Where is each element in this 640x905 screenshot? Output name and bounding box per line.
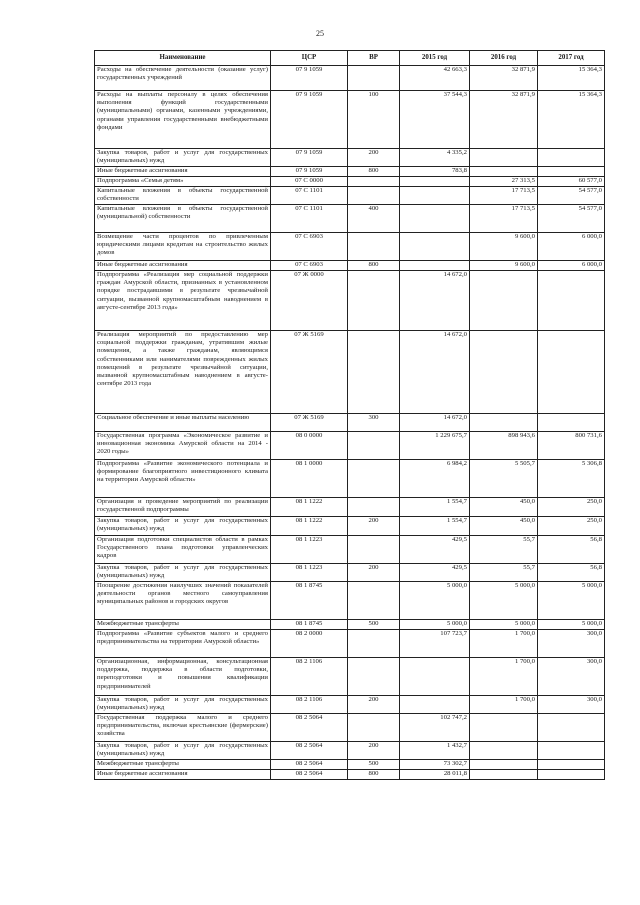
table-row (95, 620, 605, 630)
row-name: Реализация мероприятий по предоставлению мер социальной поддержки гражданам, утратившим жилые помещения, а также гражданам, являющимся собственниками или нанимателями поврежденных жилых помещений в результате чрезвычайной ситуации, вызванной крупномасштабным наводнением в августе-сентябре 2013 года (95, 331, 271, 414)
row-vr-code: 300 (348, 414, 400, 432)
row-amount-2015 (400, 177, 470, 187)
row-amount-2015 (400, 658, 470, 696)
row-amount-2016: 32 871,9 (470, 66, 538, 91)
row-csr-code: 07 9 1059 (271, 167, 348, 177)
row-vr-code (348, 331, 400, 414)
row-name: Закупка товаров, работ и услуг для государственных (муниципальных) нужд (95, 149, 271, 167)
row-vr-code (348, 432, 400, 460)
table-row (95, 460, 605, 498)
row-csr-code: 08 2 5064 (271, 714, 348, 742)
table-row (95, 714, 605, 742)
table-header-row (95, 51, 605, 66)
table-row (95, 414, 605, 432)
row-vr-code (348, 630, 400, 658)
table-row (95, 149, 605, 167)
row-amount-2016: 55,7 (470, 564, 538, 582)
table-row (95, 233, 605, 261)
row-amount-2016: 27 313,5 (470, 177, 538, 187)
row-csr-code: 07 Ж 5169 (271, 331, 348, 414)
row-amount-2017 (538, 167, 605, 177)
row-name: Подпрограмма «Семья детям» (95, 177, 271, 187)
row-amount-2017: 54 577,0 (538, 187, 605, 205)
header-name: Наименование (95, 51, 271, 66)
row-amount-2015: 14 672,0 (400, 271, 470, 331)
row-vr-code (348, 498, 400, 517)
row-amount-2016: 5 505,7 (470, 460, 538, 498)
row-vr-code: 400 (348, 205, 400, 233)
row-amount-2017: 5 306,8 (538, 460, 605, 498)
row-vr-code: 200 (348, 517, 400, 536)
row-amount-2016: 9 600,0 (470, 233, 538, 261)
row-amount-2016 (470, 149, 538, 167)
row-name: Государственная программа «Экономическое развитие и инновационная экономика Амурской области на 2014 - 2020 годы» (95, 432, 271, 460)
table-row (95, 582, 605, 620)
row-name: Подпрограмма «Развитие субъектов малого и среднего предпринимательства на территории Амурской области» (95, 630, 271, 658)
row-name: Подпрограмма «Развитие экономического потенциала и формирование благоприятного инвестиционного климата на территории Амурской области» (95, 460, 271, 498)
row-amount-2015 (400, 205, 470, 233)
row-csr-code: 08 1 1222 (271, 517, 348, 536)
row-amount-2017 (538, 714, 605, 742)
row-amount-2017: 6 000,0 (538, 233, 605, 261)
row-name: Организация подготовки специалистов области в рамках Государственного плана подготовки управленческих кадров (95, 536, 271, 564)
row-amount-2017 (538, 331, 605, 414)
row-csr-code: 07 9 1059 (271, 66, 348, 91)
row-csr-code: 07 Ж 0000 (271, 271, 348, 331)
row-amount-2015: 1 554,7 (400, 498, 470, 517)
table-row (95, 564, 605, 582)
table-row (95, 536, 605, 564)
row-name: Организация и проведение мероприятий по реализации государственной подпрограммы (95, 498, 271, 517)
row-amount-2015 (400, 696, 470, 714)
row-vr-code (348, 658, 400, 696)
row-amount-2015 (400, 187, 470, 205)
row-amount-2016: 32 871,9 (470, 91, 538, 149)
table-row (95, 187, 605, 205)
row-name: Капитальные вложения в объекты государственной собственности (95, 187, 271, 205)
row-vr-code (348, 233, 400, 261)
row-name: Расходы на обеспечение деятельности (оказание услуг) государственных учреждений (95, 66, 271, 91)
table-row (95, 167, 605, 177)
row-amount-2016: 898 943,6 (470, 432, 538, 460)
row-amount-2015: 429,5 (400, 536, 470, 564)
row-amount-2017 (538, 414, 605, 432)
row-amount-2017: 300,0 (538, 630, 605, 658)
table-row (95, 271, 605, 331)
row-csr-code: 07 С 1101 (271, 205, 348, 233)
row-amount-2015: 1 554,7 (400, 517, 470, 536)
row-csr-code: 08 2 5064 (271, 770, 348, 780)
row-amount-2017: 56,8 (538, 536, 605, 564)
row-vr-code (348, 582, 400, 620)
table-row (95, 66, 605, 91)
row-csr-code: 08 0 0000 (271, 432, 348, 460)
row-name: Расходы на выплаты персоналу в целях обеспечения выполнения функций государственными (муниципальными) органами, казенными учреждениями, органами управления государственными внебюджетными фондами (95, 91, 271, 149)
row-name: Капитальные вложения в объекты государственной (муниципальной) собственности (95, 205, 271, 233)
table-row (95, 177, 605, 187)
row-amount-2017: 800 731,6 (538, 432, 605, 460)
row-name: Государственная поддержка малого и среднего предпринимательства, включая крестьянские (фермерские) хозяйства (95, 714, 271, 742)
row-amount-2015 (400, 261, 470, 271)
table-row (95, 658, 605, 696)
row-amount-2017: 300,0 (538, 658, 605, 696)
row-amount-2017: 250,0 (538, 498, 605, 517)
row-amount-2015: 5 000,0 (400, 620, 470, 630)
row-csr-code: 08 1 1223 (271, 536, 348, 564)
row-amount-2015: 37 544,3 (400, 91, 470, 149)
table-row (95, 205, 605, 233)
row-name: Закупка товаров, работ и услуг для государственных (муниципальных) нужд (95, 564, 271, 582)
row-name: Иные бюджетные ассигнования (95, 261, 271, 271)
header-2015: 2015 год (400, 51, 470, 66)
row-amount-2016: 17 713,5 (470, 205, 538, 233)
row-vr-code (348, 271, 400, 331)
row-amount-2016: 1 700,0 (470, 696, 538, 714)
row-csr-code: 07 С 6903 (271, 261, 348, 271)
row-amount-2016 (470, 331, 538, 414)
row-csr-code: 08 2 0000 (271, 630, 348, 658)
row-amount-2015: 5 000,0 (400, 582, 470, 620)
row-amount-2016: 9 600,0 (470, 261, 538, 271)
row-amount-2017: 54 577,0 (538, 205, 605, 233)
table-row (95, 498, 605, 517)
row-amount-2016: 55,7 (470, 536, 538, 564)
row-amount-2016: 5 000,0 (470, 620, 538, 630)
table-row (95, 432, 605, 460)
table-row (95, 91, 605, 149)
row-name: Иные бюджетные ассигнования (95, 167, 271, 177)
row-amount-2017 (538, 742, 605, 760)
row-vr-code: 200 (348, 149, 400, 167)
row-name: Закупка товаров, работ и услуг для государственных (муниципальных) нужд (95, 517, 271, 536)
row-amount-2015: 4 335,2 (400, 149, 470, 167)
row-amount-2016: 1 700,0 (470, 658, 538, 696)
header-vr: ВР (348, 51, 400, 66)
row-vr-code: 500 (348, 620, 400, 630)
row-csr-code: 07 С 6903 (271, 233, 348, 261)
row-amount-2016: 17 713,5 (470, 187, 538, 205)
row-csr-code: 08 2 1106 (271, 696, 348, 714)
row-amount-2017: 60 577,0 (538, 177, 605, 187)
row-csr-code: 07 Ж 5169 (271, 414, 348, 432)
row-amount-2016 (470, 742, 538, 760)
row-vr-code: 100 (348, 91, 400, 149)
row-amount-2015: 14 672,0 (400, 414, 470, 432)
row-amount-2017: 5 000,0 (538, 582, 605, 620)
row-name: Возмещение части процентов по привлеченным юридическими лицами кредитам на строительство жилых домов (95, 233, 271, 261)
row-csr-code: 08 1 1222 (271, 498, 348, 517)
row-amount-2017 (538, 149, 605, 167)
row-vr-code (348, 66, 400, 91)
row-amount-2015: 28 011,8 (400, 770, 470, 780)
row-amount-2017: 6 000,0 (538, 261, 605, 271)
row-vr-code (348, 177, 400, 187)
row-name: Закупка товаров, работ и услуг для государственных (муниципальных) нужд (95, 696, 271, 714)
row-amount-2016: 450,0 (470, 498, 538, 517)
row-csr-code: 08 1 8745 (271, 582, 348, 620)
row-amount-2016 (470, 414, 538, 432)
row-vr-code: 800 (348, 770, 400, 780)
table-row (95, 770, 605, 780)
row-amount-2016 (470, 167, 538, 177)
row-csr-code: 08 2 1106 (271, 658, 348, 696)
table-row (95, 630, 605, 658)
row-csr-code: 07 9 1059 (271, 149, 348, 167)
row-name: Межбюджетные трансферты (95, 760, 271, 770)
row-amount-2015: 783,8 (400, 167, 470, 177)
table-row (95, 331, 605, 414)
row-name: Иные бюджетные ассигнования (95, 770, 271, 780)
row-csr-code: 07 С 1101 (271, 187, 348, 205)
row-csr-code: 08 2 5064 (271, 742, 348, 760)
row-amount-2017: 300,0 (538, 696, 605, 714)
budget-table (94, 50, 605, 780)
header-csr: ЦСР (271, 51, 348, 66)
row-amount-2015: 6 984,2 (400, 460, 470, 498)
row-amount-2016 (470, 714, 538, 742)
row-amount-2016 (470, 271, 538, 331)
row-amount-2015 (400, 233, 470, 261)
row-amount-2015: 14 672,0 (400, 331, 470, 414)
row-amount-2015: 73 302,7 (400, 760, 470, 770)
row-vr-code: 800 (348, 167, 400, 177)
row-csr-code: 08 1 8745 (271, 620, 348, 630)
table-row (95, 261, 605, 271)
row-amount-2015: 102 747,2 (400, 714, 470, 742)
row-csr-code: 08 2 5064 (271, 760, 348, 770)
row-csr-code: 08 1 0000 (271, 460, 348, 498)
table-row (95, 742, 605, 760)
row-amount-2017: 56,8 (538, 564, 605, 582)
row-amount-2015: 42 663,3 (400, 66, 470, 91)
row-vr-code: 200 (348, 696, 400, 714)
row-name: Поощрение достижения наилучших значений показателей деятельности органов местного самоуправления муниципальных районов и городских округов (95, 582, 271, 620)
row-vr-code (348, 536, 400, 564)
table-body (95, 66, 605, 780)
row-csr-code: 07 С 0000 (271, 177, 348, 187)
table-row (95, 696, 605, 714)
row-csr-code: 07 9 1059 (271, 91, 348, 149)
row-vr-code: 500 (348, 760, 400, 770)
row-name: Закупка товаров, работ и услуг для государственных (муниципальных) нужд (95, 742, 271, 760)
row-name: Подпрограмма «Реализация мер социальной поддержки граждан Амурской области, признанных в установленном порядке пострадавшими в результате чрезвычайной ситуации, вызванной крупномасштабным наводнением в августе-сентябре 2013 года» (95, 271, 271, 331)
row-amount-2016: 5 000,0 (470, 582, 538, 620)
row-amount-2015: 107 723,7 (400, 630, 470, 658)
header-2016: 2016 год (470, 51, 538, 66)
row-amount-2015: 429,5 (400, 564, 470, 582)
row-vr-code (348, 460, 400, 498)
row-amount-2017 (538, 271, 605, 331)
row-amount-2017: 15 364,3 (538, 66, 605, 91)
row-amount-2017: 5 000,0 (538, 620, 605, 630)
row-vr-code: 200 (348, 742, 400, 760)
row-vr-code (348, 187, 400, 205)
row-csr-code: 08 1 1223 (271, 564, 348, 582)
row-amount-2015: 1 229 675,7 (400, 432, 470, 460)
row-amount-2017 (538, 760, 605, 770)
table-row (95, 517, 605, 536)
header-2017: 2017 год (538, 51, 605, 66)
row-vr-code (348, 714, 400, 742)
row-name: Социальное обеспечение и иные выплаты населению (95, 414, 271, 432)
row-vr-code: 200 (348, 564, 400, 582)
row-name: Межбюджетные трансферты (95, 620, 271, 630)
row-amount-2016 (470, 770, 538, 780)
row-amount-2017 (538, 770, 605, 780)
row-amount-2015: 1 432,7 (400, 742, 470, 760)
row-amount-2017: 250,0 (538, 517, 605, 536)
row-amount-2016 (470, 760, 538, 770)
row-amount-2016: 1 700,0 (470, 630, 538, 658)
table-row (95, 760, 605, 770)
row-amount-2017: 15 364,3 (538, 91, 605, 149)
row-amount-2016: 450,0 (470, 517, 538, 536)
row-vr-code: 800 (348, 261, 400, 271)
page-number: 25 (316, 29, 324, 38)
row-name: Организационная, информационная, консультационная поддержка, поддержка в области подготовки, переподготовки и повышения квалификации предпринимателей (95, 658, 271, 696)
